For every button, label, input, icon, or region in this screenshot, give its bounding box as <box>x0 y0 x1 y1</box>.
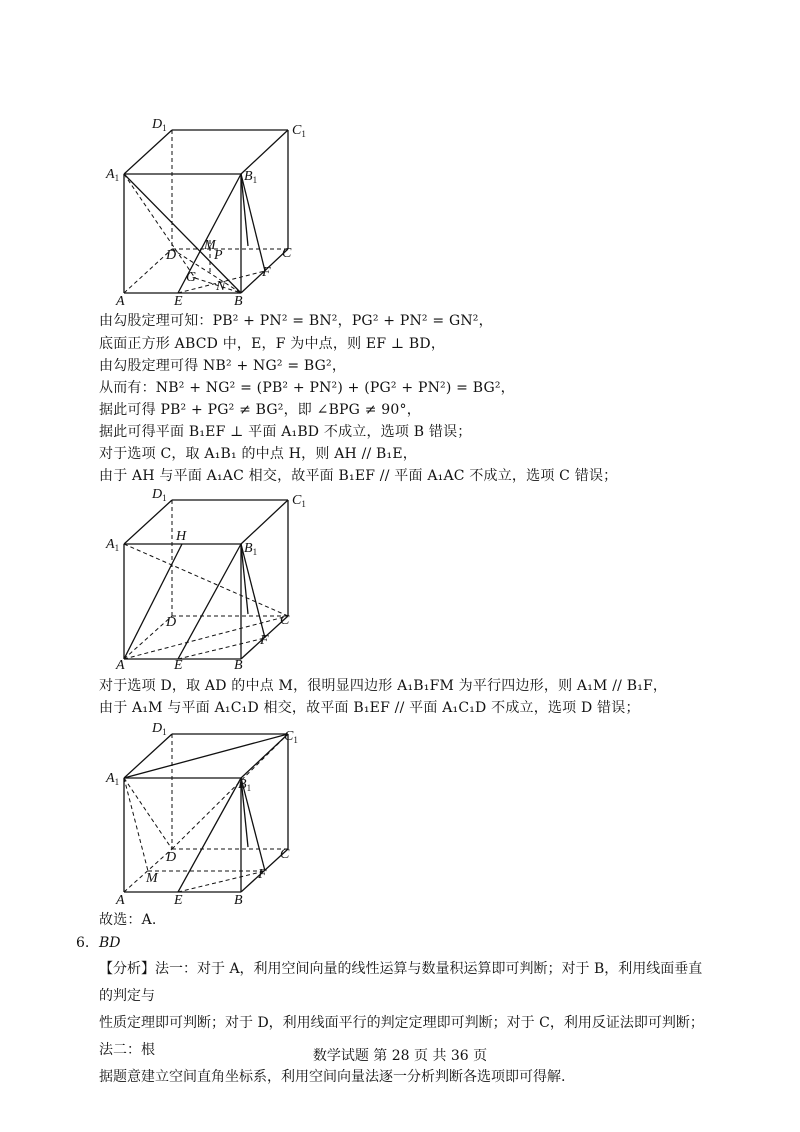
label-F: F <box>258 867 267 882</box>
label-F: F <box>262 265 271 280</box>
label-B: B <box>234 294 243 309</box>
text-line-1: 由勾股定理可知：PB² + PN² = BN²，PG² + PN² = GN²， <box>99 313 493 329</box>
label-C1: $C_1$ <box>292 493 306 509</box>
text-line-7: 对于选项 C，取 A₁B₁ 的中点 H，则 AH // B₁E， <box>99 446 417 462</box>
label-N: N <box>216 279 226 294</box>
label-B1: $B_1$ <box>238 777 252 793</box>
label-D1: $D_1$ <box>152 117 167 133</box>
text-line-3: 由勾股定理可得 NB² + NG² = BG²， <box>99 358 347 374</box>
conclusion-text: 故选：A. <box>99 912 157 928</box>
label-D: D <box>166 615 177 630</box>
label-C: C <box>282 246 292 261</box>
label-G: G <box>186 270 197 285</box>
cube-diagram-2 <box>100 484 310 674</box>
question-number: 6. <box>76 935 90 951</box>
analysis-paragraph: 【分析】法一：对于 A，利用空间向量的线性运算与数量积运算即可判断；对于 B，利用线面垂直的判定与 性质定理即可判断；对于 D，利用线面平行的判定定理即可判断；对于 C，利用反证法即可判断；法二：根 据题意建立空间直角坐标系，利用空间向量法逐一分析判断各选项即可得解. <box>99 961 704 1085</box>
label-A: A <box>116 893 125 908</box>
page-footer: 数学试题 第 28 页 共 36 页 <box>312 1048 488 1064</box>
label-B: B <box>234 658 243 673</box>
cube-figure-3 <box>100 716 310 906</box>
cube-diagram-1 <box>100 112 310 312</box>
label-M: M <box>204 238 216 253</box>
cube-figure-2 <box>100 484 310 674</box>
label-D1: $D_1$ <box>152 487 167 503</box>
label-H: H <box>176 529 187 544</box>
label-D: D <box>166 248 177 263</box>
cube-diagram-3 <box>100 716 310 906</box>
text-line-2: 底面正方形 ABCD 中，E，F 为中点，则 EF ⊥ BD， <box>99 336 446 352</box>
text-line-9: 对于选项 D，取 AD 的中点 M，很明显四边形 A₁B₁FM 为平行四边形，则 A₁M // B₁F， <box>99 678 668 694</box>
text-line-5: 据此可得 PB² + PG² ≠ BG²，即 ∠BPG ≠ 90°， <box>99 402 421 418</box>
label-C1: $C_1$ <box>284 729 298 745</box>
label-F: F <box>260 633 269 648</box>
label-A: A <box>116 658 125 673</box>
label-C: C <box>280 847 290 862</box>
label-A1: $A_1$ <box>106 167 120 183</box>
text-line-4: 从而有：NB² + NG² = (PB² + PN²) + (PG² + PN²) = BG²， <box>99 380 515 396</box>
label-A: A <box>116 294 125 309</box>
label-C: C <box>280 613 290 628</box>
label-A1: $A_1$ <box>106 537 120 553</box>
label-E: E <box>174 294 183 309</box>
question-answer: BD <box>99 935 121 951</box>
label-D1: $D_1$ <box>152 721 167 737</box>
text-line-8: 由于 AH 与平面 A₁AC 相交，故平面 B₁EF // 平面 A₁AC 不成立，选项 C 错误； <box>99 468 618 484</box>
text-line-6: 据此可得平面 B₁EF ⊥ 平面 A₁BD 不成立，选项 B 错误； <box>99 424 472 440</box>
label-E: E <box>174 893 183 908</box>
label-M: M <box>146 871 158 886</box>
label-D: D <box>166 850 177 865</box>
label-A1: $A_1$ <box>106 771 120 787</box>
label-B1: $B_1$ <box>244 169 258 185</box>
label-B1: $B_1$ <box>244 541 258 557</box>
label-E: E <box>174 658 183 673</box>
cube-figure-1 <box>100 112 310 312</box>
label-C1: $C_1$ <box>292 123 306 139</box>
label-B: B <box>234 893 243 908</box>
text-line-10: 由于 A₁M 与平面 A₁C₁D 相交，故平面 B₁EF // 平面 A₁C₁D 不成立，选项 D 错误； <box>99 700 640 716</box>
label-P: P <box>214 248 223 263</box>
